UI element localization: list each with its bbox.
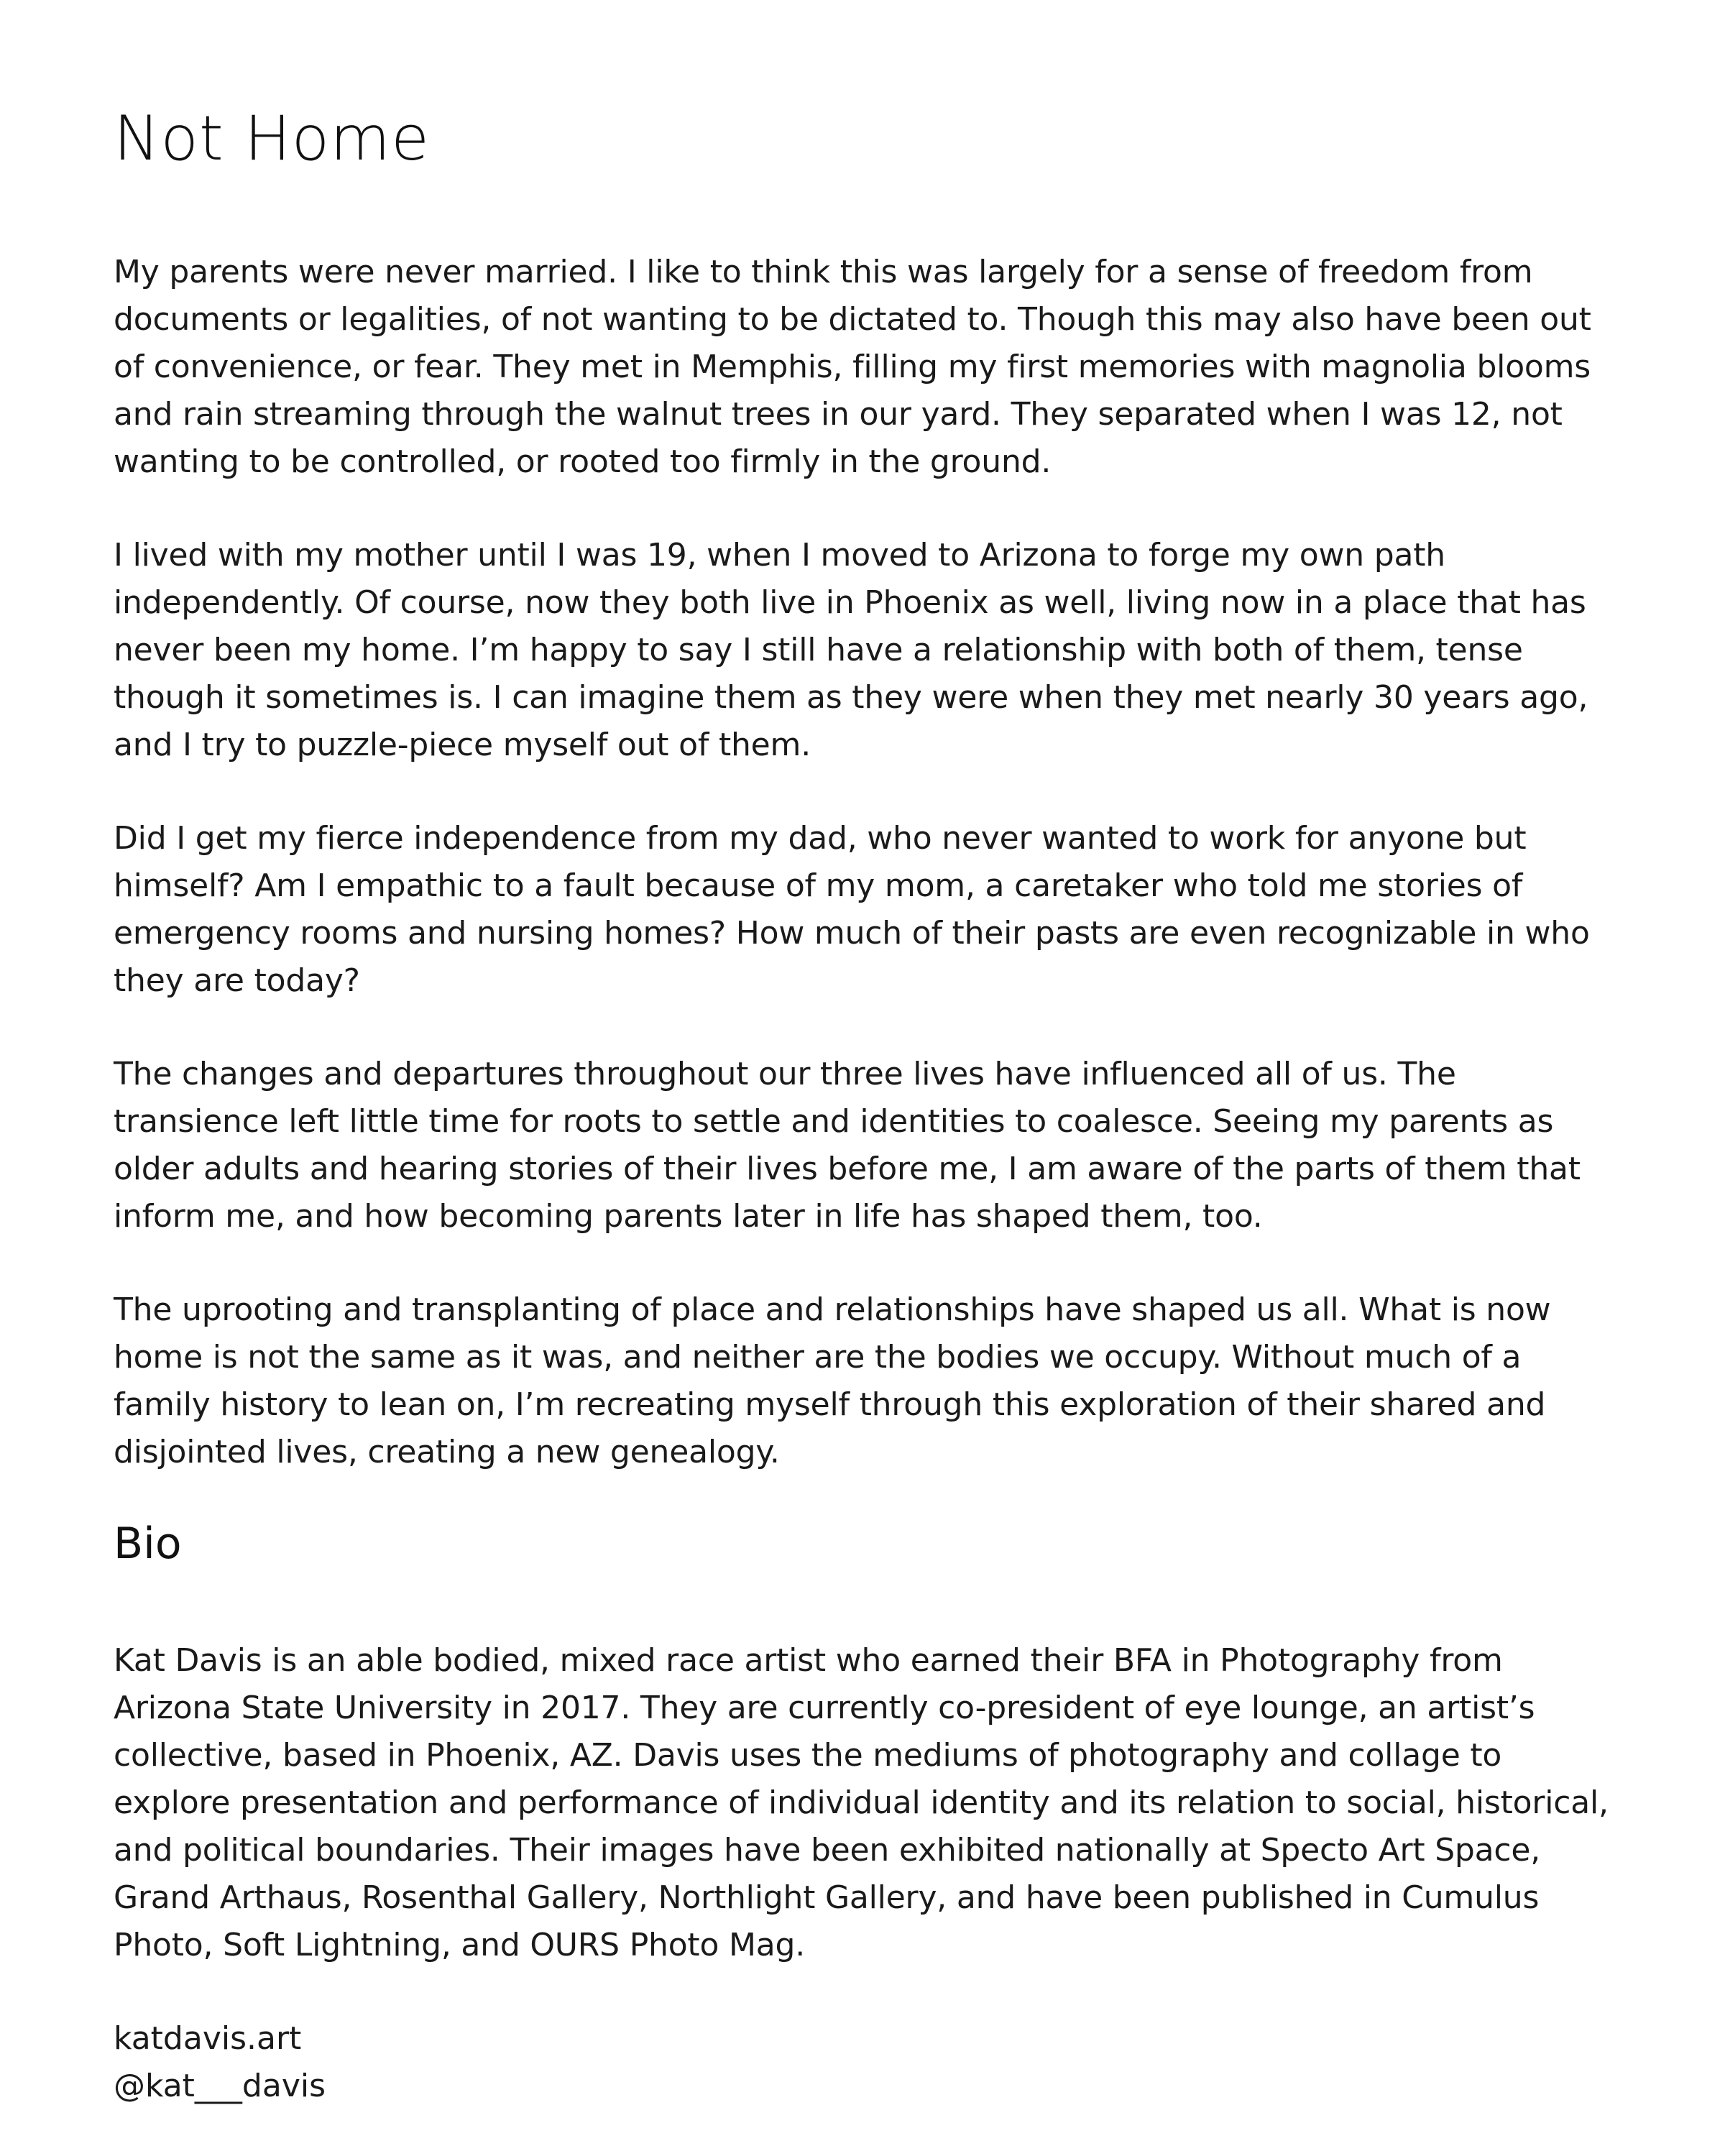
contact-links (114, 2015, 1623, 2110)
website-link[interactable]: katdavis.art (114, 2020, 302, 2057)
statement-paragraph-2: I lived with my mother until I was 19, when I moved to Arizona to forge my own path independently. Of course, now they both live in Phoenix as well, living now in a place that has never been my home. I’m happy to say I still have a relationship with both of them, tense though it sometimes is. I can imagine them as they were when they met nearly 30 years ago, and I try to puzzle-piece myself out of them. (114, 537, 1588, 763)
bio-text: Kat Davis is an able bodied, mixed race artist who earned their BFA in Photography from Arizona State University in 2017. They are currently co-president of eye lounge, an artist’s collective, based in Phoenix, AZ. Davis uses the mediums of photography and collage to explore presentation and performance of individual identity and its relation to social, historical, and political boundaries. Their images have been exhibited nationally at Specto Art Space, Grand Arthaus, Rosenthal Gallery, Northlight Gallery, and have been published in Cumulus Photo, Soft Lightning, and OURS Photo Mag. (114, 1642, 1609, 1963)
statement-paragraph-1: My parents were never married. I like to think this was largely for a sense of freedom from documents or legalities, of not wanting to be dictated to. Though this may also have been out of convenience, or fear. They met in Memphis, filling my first memories with magnolia blooms and rain streaming through the walnut trees in our yard. They separated when I was 12, not wanting to be controlled, or rooted too firmly in the ground. (114, 254, 1591, 480)
statement-page (114, 103, 1623, 2110)
bio-heading: Bio (114, 1519, 182, 1569)
page-title: Not Home (114, 103, 430, 175)
statement-paragraph-4: The changes and departures throughout our three lives have influenced all of us. The transience left little time for roots to settle and identities to coalesce. Seeing my parents as older adults and hearing stories of their lives before me, I am aware of the parts of them that inform me, and how becoming parents later in life has shaped them, too. (114, 1056, 1581, 1235)
statement-paragraph-3: Did I get my fierce independence from my dad, who never wanted to work for anyone but himself? Am I empathic to a fault because of my mom, a caretaker who told me stories of emergency rooms and nursing homes? How much of their pasts are even recognizable in who they are today? (114, 820, 1590, 999)
statement-paragraph-5: The uprooting and transplanting of place and relationships have shaped us all. What is now home is not the same as it was, and neither are the bodies we occupy. Without much of a family history to lean on, I’m recreating myself through this exploration of their shared and disjointed lives, creating a new genealogy. (114, 1291, 1551, 1470)
social-handle-link[interactable]: @kat___davis (114, 2068, 326, 2104)
